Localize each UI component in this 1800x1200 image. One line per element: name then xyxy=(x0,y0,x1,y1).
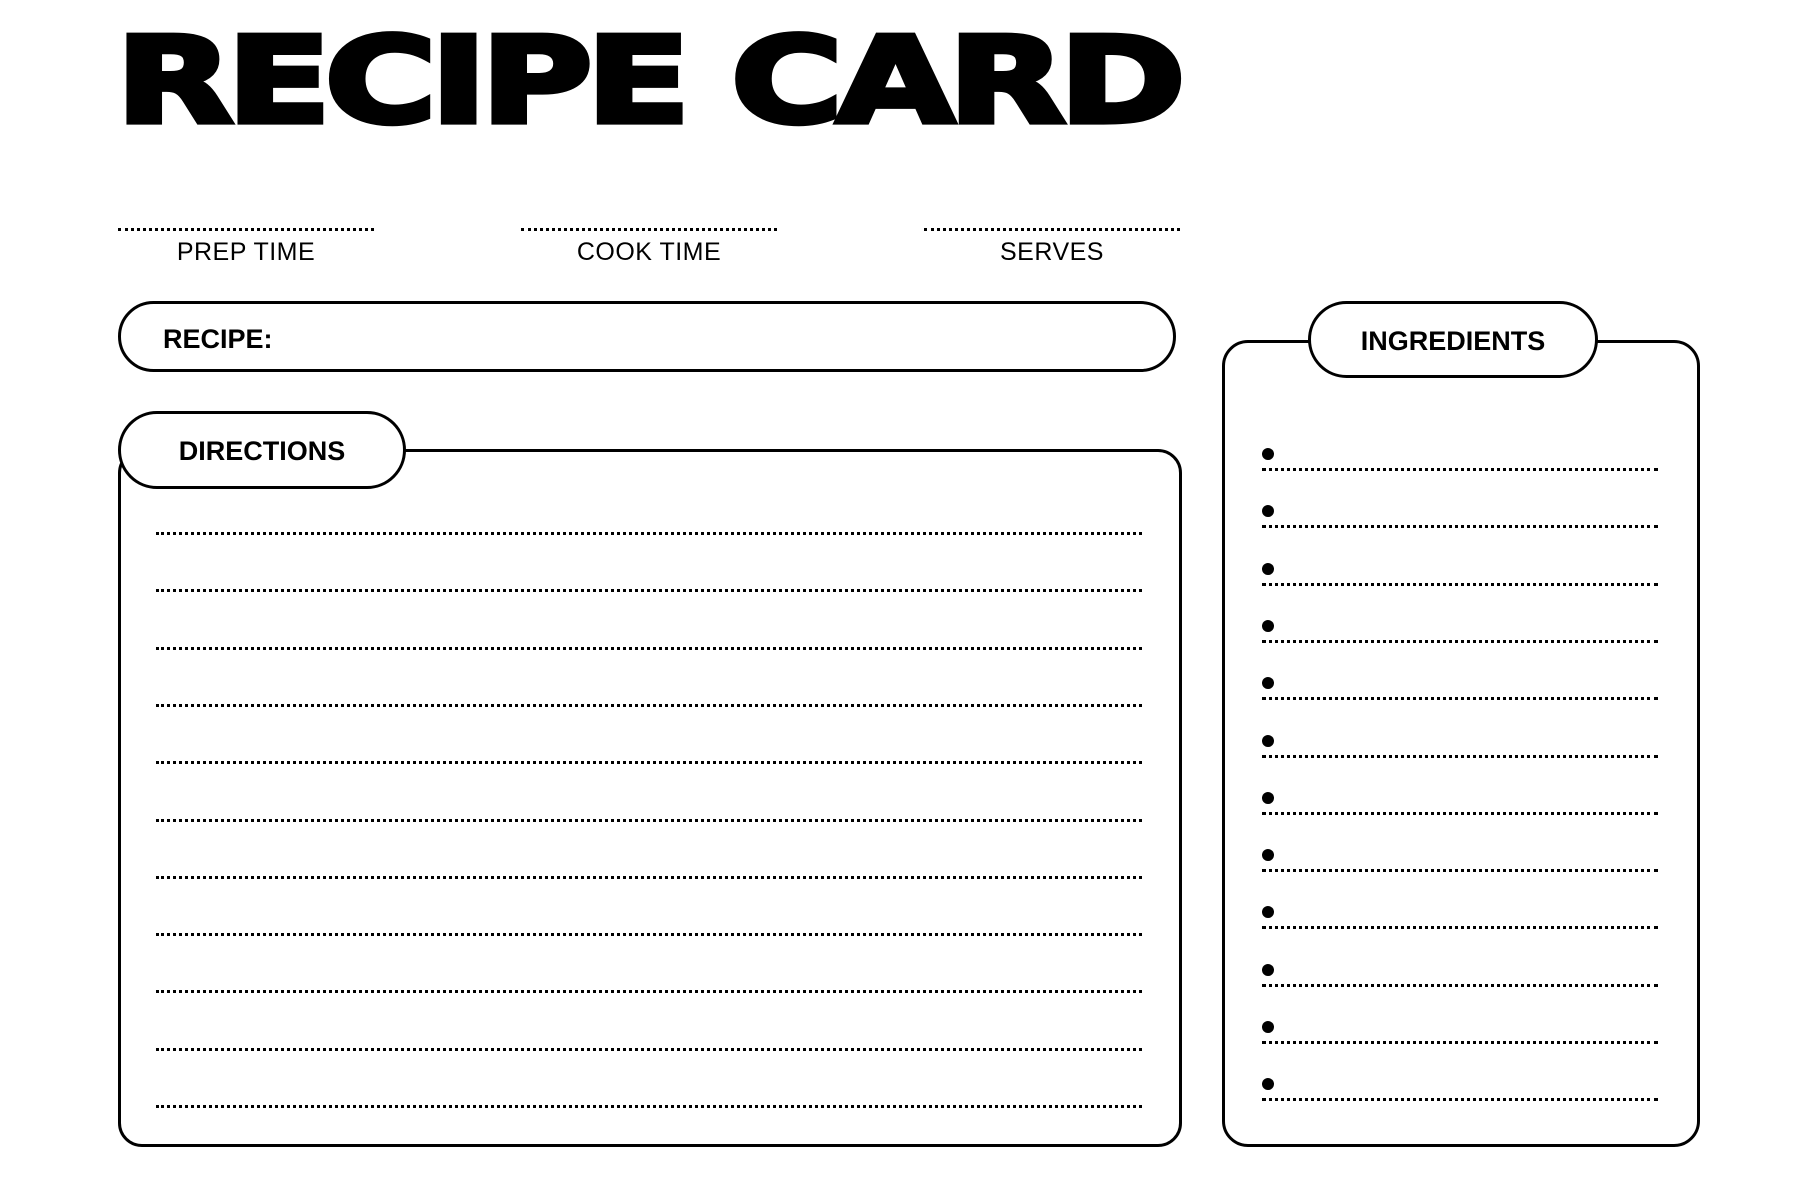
bullet-icon xyxy=(1262,448,1274,460)
direction-line[interactable] xyxy=(156,1048,1142,1051)
bullet-icon xyxy=(1262,849,1274,861)
direction-line[interactable] xyxy=(156,532,1142,535)
bullet-icon xyxy=(1262,735,1274,747)
prep-time-label: PREP TIME xyxy=(176,238,316,266)
ingredient-line xyxy=(1262,1098,1658,1101)
prep-time-field[interactable] xyxy=(118,224,374,274)
direction-line[interactable] xyxy=(156,761,1142,764)
bullet-icon xyxy=(1262,906,1274,918)
ingredient-line xyxy=(1262,926,1658,929)
direction-line[interactable] xyxy=(156,933,1142,936)
directions-tab xyxy=(118,411,406,489)
recipe-label: RECIPE: xyxy=(163,324,273,354)
ingredients-label: INGREDIENTS xyxy=(1360,326,1546,356)
recipe-name-field[interactable] xyxy=(118,301,1176,372)
bullet-icon xyxy=(1262,964,1274,976)
ingredient-line xyxy=(1262,697,1658,700)
ingredient-item[interactable] xyxy=(1262,503,1658,531)
prep-time-line xyxy=(118,228,374,231)
serves-label: SERVES xyxy=(1000,238,1104,266)
direction-line[interactable] xyxy=(156,990,1142,993)
bullet-icon xyxy=(1262,1078,1274,1090)
bullet-icon xyxy=(1262,677,1274,689)
ingredient-line xyxy=(1262,755,1658,758)
bullet-icon xyxy=(1262,1021,1274,1033)
ingredient-line xyxy=(1262,468,1658,471)
direction-line[interactable] xyxy=(156,647,1142,650)
ingredient-line xyxy=(1262,812,1658,815)
ingredient-line xyxy=(1262,1041,1658,1044)
serves-line xyxy=(924,228,1180,231)
ingredient-line xyxy=(1262,583,1658,586)
ingredient-item[interactable] xyxy=(1262,847,1658,875)
directions-panel xyxy=(118,449,1182,1147)
bullet-icon xyxy=(1262,563,1274,575)
ingredient-item[interactable] xyxy=(1262,675,1658,703)
ingredient-item[interactable] xyxy=(1262,1019,1658,1047)
direction-line[interactable] xyxy=(156,876,1142,879)
directions-label: DIRECTIONS xyxy=(178,436,346,466)
ingredient-item[interactable] xyxy=(1262,1076,1658,1104)
ingredient-item[interactable] xyxy=(1262,790,1658,818)
ingredient-line xyxy=(1262,869,1658,872)
ingredient-item[interactable] xyxy=(1262,904,1658,932)
ingredient-line xyxy=(1262,525,1658,528)
ingredient-item[interactable] xyxy=(1262,962,1658,990)
cook-time-line xyxy=(521,228,777,231)
ingredient-item[interactable] xyxy=(1262,733,1658,761)
ingredient-item[interactable] xyxy=(1262,561,1658,589)
cook-time-field[interactable] xyxy=(521,224,777,274)
cook-time-label: COOK TIME xyxy=(576,238,722,266)
ingredients-tab xyxy=(1308,301,1598,378)
direction-line[interactable] xyxy=(156,589,1142,592)
direction-line[interactable] xyxy=(156,819,1142,822)
ingredient-item[interactable] xyxy=(1262,618,1658,646)
direction-line[interactable] xyxy=(156,1105,1142,1108)
bullet-icon xyxy=(1262,792,1274,804)
ingredient-item[interactable] xyxy=(1262,446,1658,474)
bullet-icon xyxy=(1262,620,1274,632)
ingredient-line xyxy=(1262,640,1658,643)
page-title: RECIPE CARD xyxy=(116,11,1180,150)
ingredient-line xyxy=(1262,984,1658,987)
direction-line[interactable] xyxy=(156,704,1142,707)
bullet-icon xyxy=(1262,505,1274,517)
serves-field[interactable] xyxy=(924,224,1180,274)
